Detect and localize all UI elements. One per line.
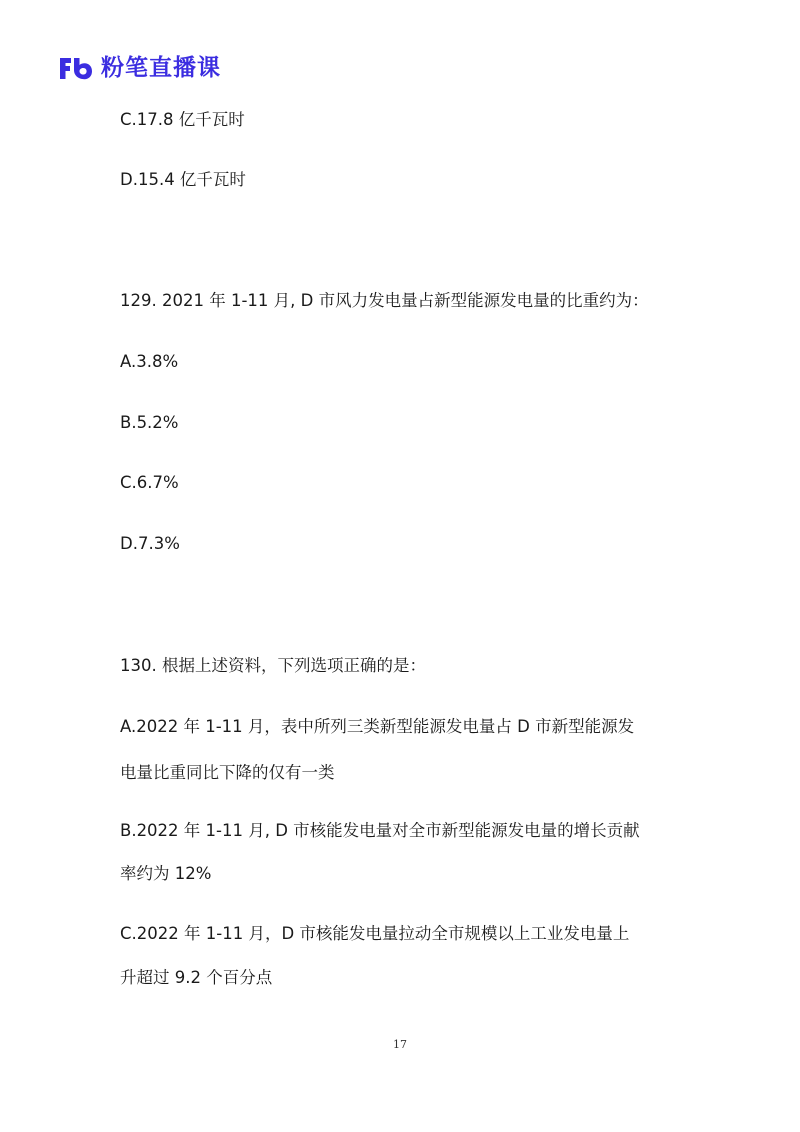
q129-option-a: A.3.8% — [120, 352, 179, 371]
brand-name: 粉笔直播课 — [101, 55, 221, 81]
fenbi-logo-icon — [57, 54, 95, 82]
q129-question: 129. 2021 年 1-11 月, D 市风力发电量占新型能源发电量的比重约为： — [120, 291, 649, 310]
brand-header — [57, 52, 221, 84]
q129-option-b: B.5.2% — [120, 413, 179, 432]
q128-option-c: C.17.8 亿千瓦时 — [120, 110, 245, 129]
q128-option-d: D.15.4 亿千瓦时 — [120, 170, 246, 189]
q130-option-a-line2: 电量比重同比下降的仅有一类 — [120, 763, 335, 782]
page-number: 17 — [393, 1038, 407, 1051]
q130-question: 130. 根据上述资料，下列选项正确的是： — [120, 656, 426, 675]
q129-option-c: C.6.7% — [120, 473, 179, 492]
q130-option-c-line2: 升超过 9.2 个百分点 — [120, 968, 273, 987]
q130-option-b-line1: B.2022 年 1-11 月, D 市核能发电量对全市新型能源发电量的增长贡献 — [120, 821, 640, 840]
q129-option-d: D.7.3% — [120, 534, 180, 553]
q130-option-a-line1: A.2022 年 1-11 月，表中所列三类新型能源发电量占 D 市新型能源发 — [120, 717, 635, 736]
q130-option-c-line1: C.2022 年 1-11 月，D 市核能发电量拉动全市规模以上工业发电量上 — [120, 924, 630, 943]
q130-option-b-line2: 率约为 12% — [120, 864, 212, 883]
